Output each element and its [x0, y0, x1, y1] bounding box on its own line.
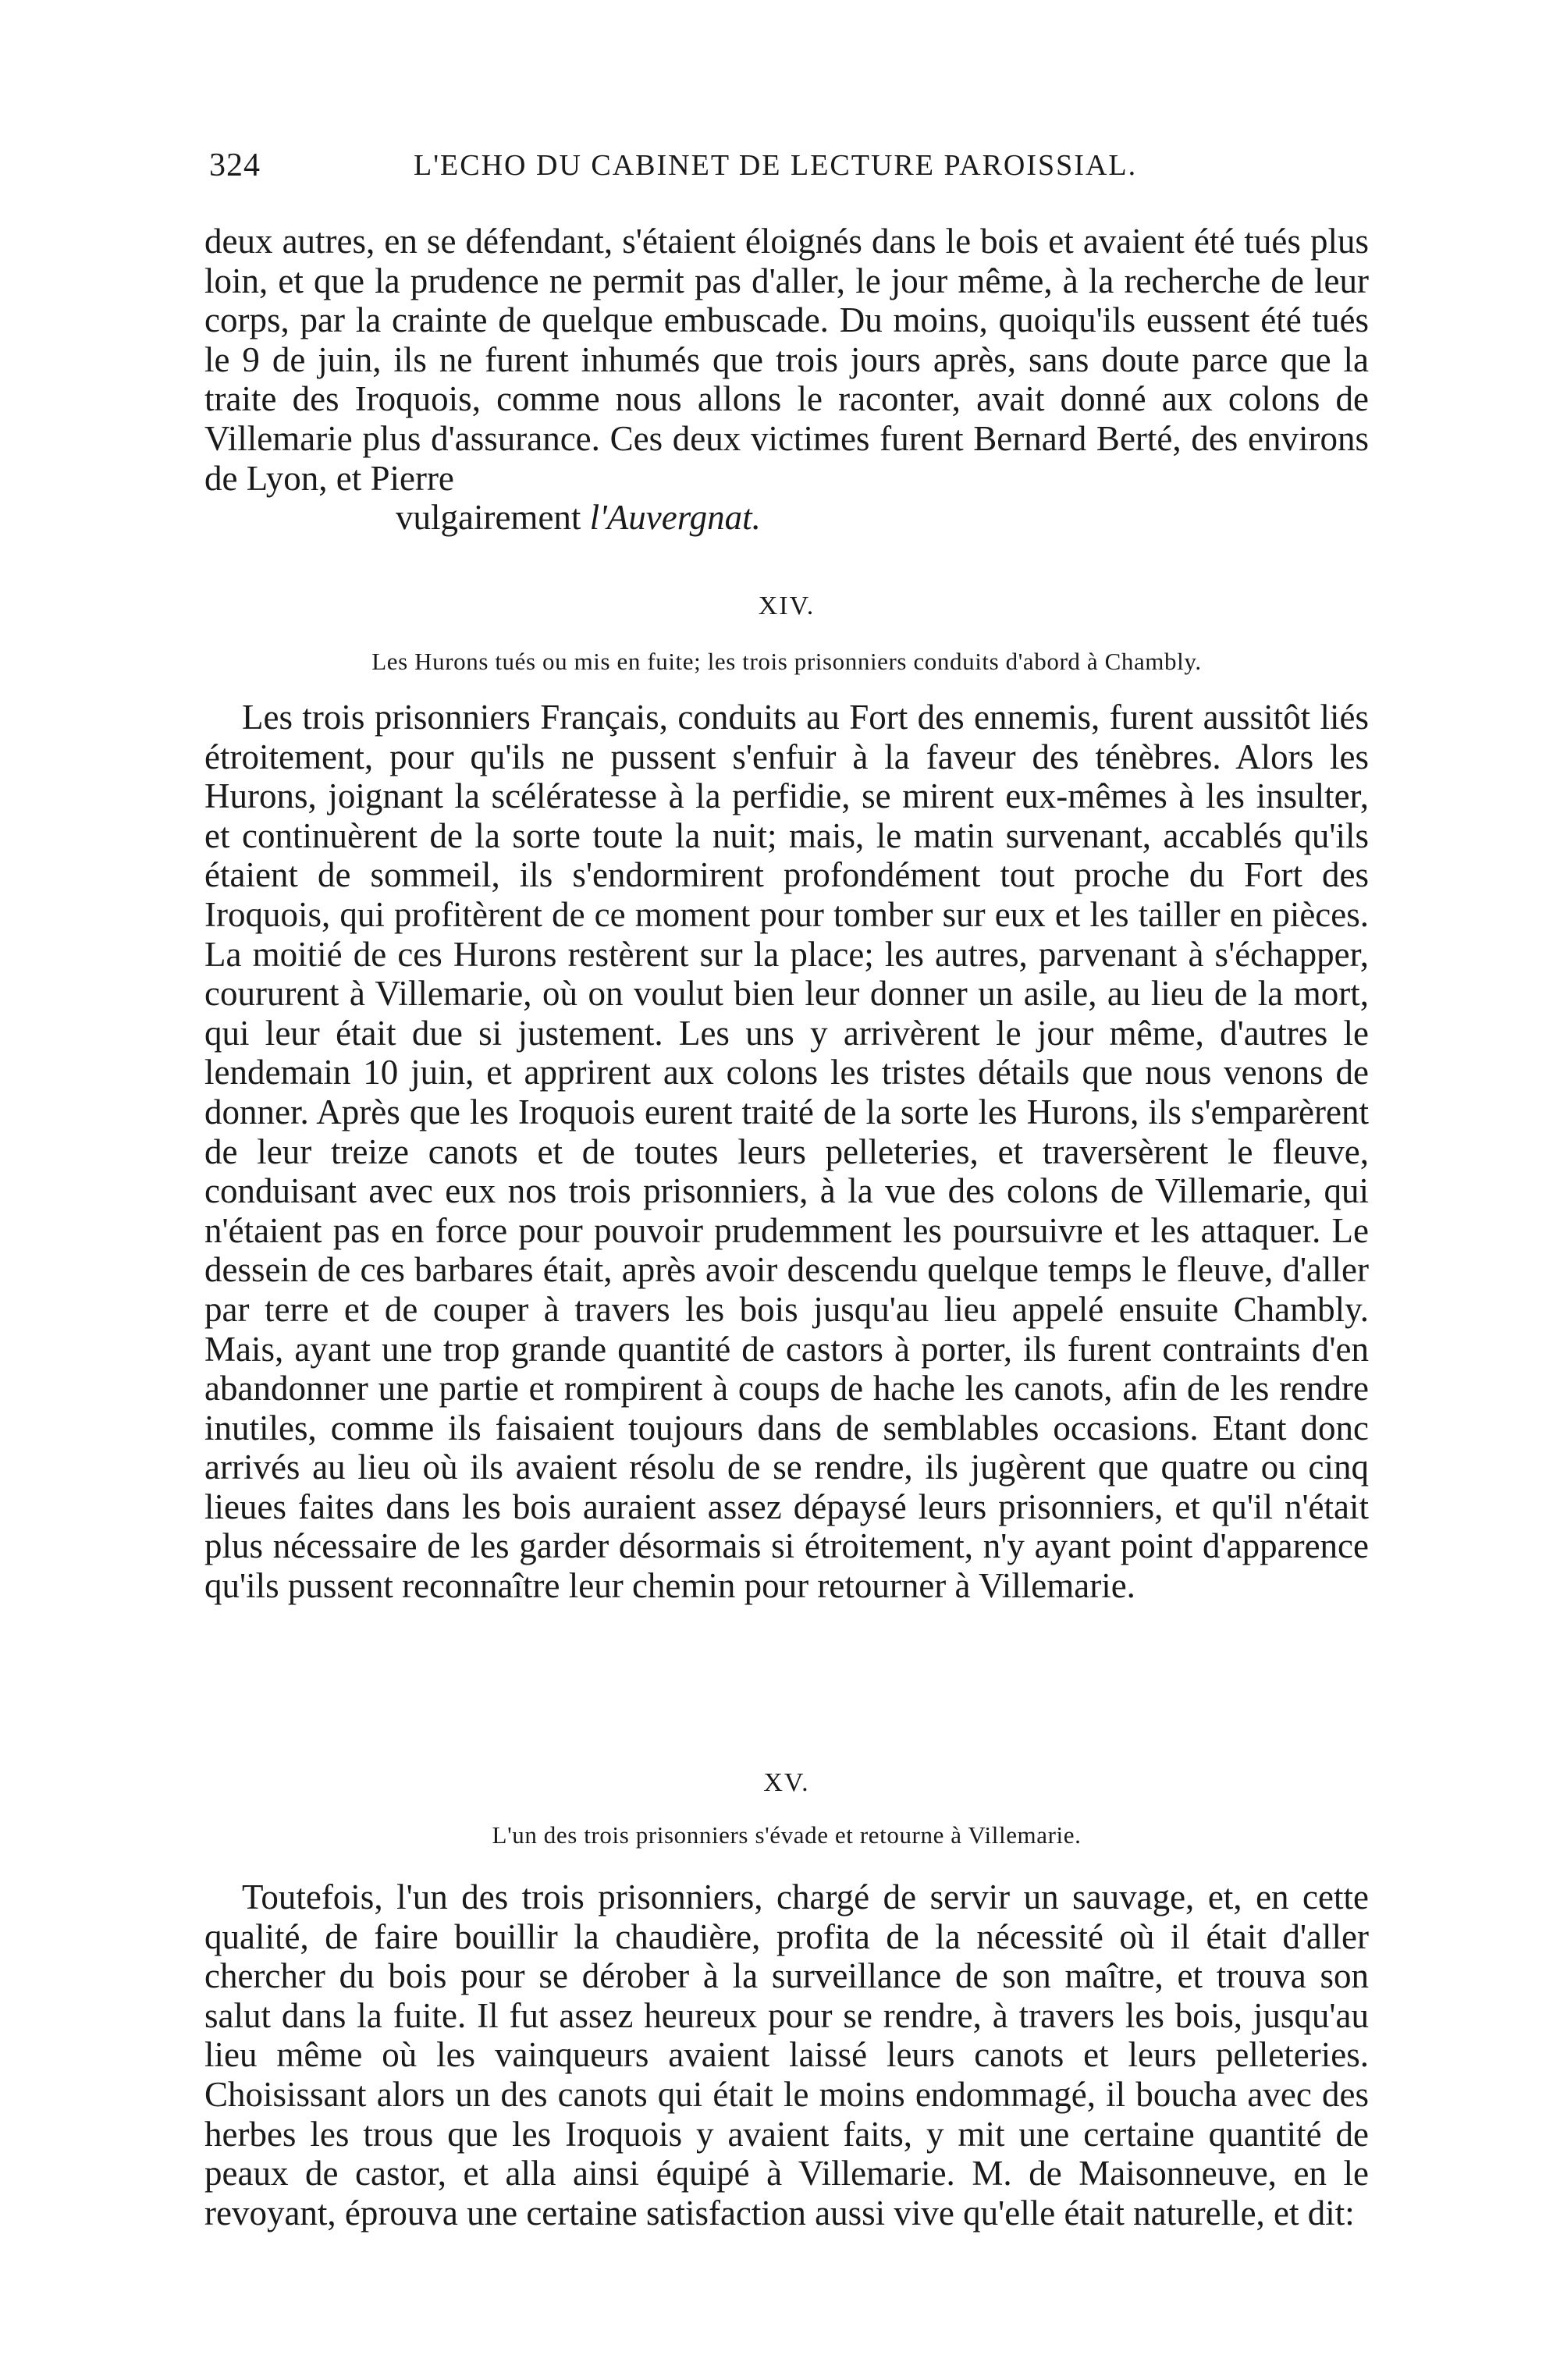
opening-text: deux autres, en se défendant, s'étaient éloignés dans le bois et avaient été tués plus loin, et que la prudence ne permit pas d'aller, le jour même, à la recherche de leur corps, par la crainte de quelque embuscade. Du moins, quoiqu'ils eussent été tués le 9 de juin, ils ne furent inhumés que trois jours après, sans doute parce que la traite des Iroquois, comme nous allons le raconter, avait donné aux colons de Villemarie plus d'assurance. Ces deux victimes furent Bernard Berté, des environs de Lyon, et Pierre [204, 222, 1369, 498]
page-number: 324 [209, 147, 261, 183]
section-xv-number: XV. [763, 1768, 810, 1797]
opening-last-line-prefix: vulgairement [396, 498, 590, 538]
section-xiv-number: XIV. [758, 591, 816, 620]
section-xiv-text: Les trois prisonniers Français, conduits au Fort des ennemis, furent aussitôt liés étroitement, pour qu'ils ne pussent s'enfuir à la faveur des ténèbres. Alors les Hurons, joignant la scélératesse à la perfidie, se mirent eux-mêmes à les insulter, et continuèrent de la sorte toute la nuit; mais, le matin survenant, accablés qu'ils étaient de sommeil, ils s'endormirent profondément tout proche du Fort des Iroquois, qui profitèrent de ce moment pour tomber sur eux et les tailler en pièces. La moitié de ces Hurons restèrent sur la place; les autres, parvenant à s'échapper, coururent à Villemarie, où on voulut bien leur donner un asile, au lieu de la mort, qui leur était due si justement. Les uns y arrivèrent le jour même, d'autres le lendemain 10 juin, et apprirent aux colons les tristes détails que nous venons de donner. Après que les Iroquois eurent traité de la sorte les Hurons, ils s'emparèrent de leur treize canots et de toutes leurs pelleteries, et traversèrent le fleuve, conduisant avec eux nos trois prisonniers, à la vue des colons de Villemarie, qui n'étaient pas en force pour pouvoir prudemment les poursuivre et les attaquer. Le dessein de ces barbares était, après avoir descendu quelque temps le fleuve, d'aller par terre et de couper à travers les bois jusqu'au lieu appelé ensuite Chambly. Mais, ayant une trop grande quantité de castors à porter, ils furent contraints d'en abandonner une partie et rompirent à coups de hache les canots, afin de les rendre inutiles, comme ils faisaient toujours dans de semblables occasions. Etant donc arrivés au lieu où ils avaient résolu de se rendre, ils jugèrent que quatre ou cinq lieues faites dans les bois auraient assez dépaysé leurs prisonniers, et qu'il n'était plus nécessaire de les garder désormais si étroitement, n'y ayant point d'apparence qu'ils pussent reconnaître leur chemin pour retourner à Villemarie. [204, 698, 1369, 1606]
opening-paragraph [204, 222, 1369, 538]
section-xv-text: Toutefois, l'un des trois prisonniers, chargé de servir un sauvage, et, en cette qualité, de faire bouillir la chaudière, profita de la nécessité où il était d'aller chercher du bois pour se dérober à la surveillance de son maître, et trouva son salut dans la fuite. Il fut assez heureux pour se rendre, à travers les bois, jusqu'au lieu même où les vainqueurs avaient laissé leurs canots et leurs pelleteries. Choisissant alors un des canots qui était le moins endommagé, il boucha avec des herbes les trous que les Iroquois y avaient faits, y mit une certaine quantité de peaux de castor, et alla ainsi équipé à Villemarie. M. de Maisonneuve, en le revoyant, éprouva une certaine satisfaction aussi vive qu'elle était naturelle, et dit: [204, 1877, 1369, 2233]
running-title: L'ECHO DU CABINET DE LECTURE PAROISSIAL. [414, 149, 1138, 182]
section-xiv-summary: Les Hurons tués ou mis en fuite; les trois prisonniers conduits d'abord à Chambly. [371, 648, 1202, 675]
auvergnat-italic: l'Auvergnat. [589, 498, 761, 538]
section-xiv-paragraph [204, 698, 1369, 1606]
opening-last-line [204, 498, 1369, 538]
section-xv-summary: L'un des trois prisonniers s'évade et retourne à Villemarie. [492, 1821, 1082, 1849]
section-xv-paragraph [204, 1877, 1369, 2233]
